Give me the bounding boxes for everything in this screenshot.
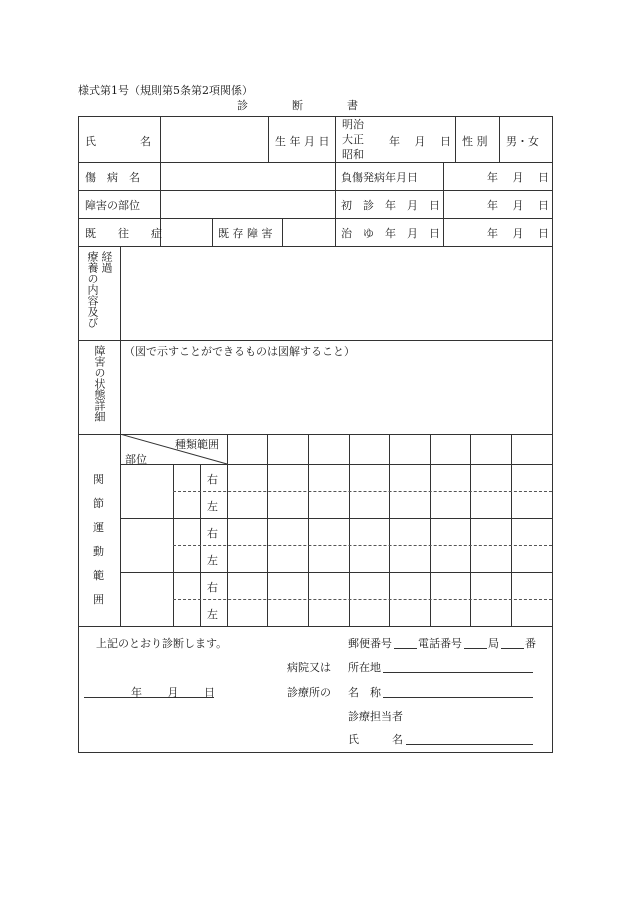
signer-name-label: 氏 名 bbox=[348, 733, 403, 746]
era-taisho: 大正 bbox=[342, 133, 364, 146]
first-visit-ymd[interactable]: 年 月 日 bbox=[487, 199, 549, 212]
phone-label: 電話番号 bbox=[418, 637, 462, 650]
disability-detail-label: 障害の状態詳細 bbox=[93, 345, 106, 422]
signer-name-field[interactable] bbox=[406, 729, 533, 743]
era-options[interactable] bbox=[342, 117, 364, 162]
form-number-header: 様式第1号（規則第5条第2項関係） bbox=[78, 84, 253, 97]
site-header: 部位 bbox=[125, 453, 147, 466]
diagnosis-date[interactable]: 年 月 日 bbox=[131, 686, 215, 699]
sex-value[interactable]: 男・女 bbox=[506, 135, 539, 148]
joint-site-field-2[interactable] bbox=[121, 519, 173, 571]
postal-code-label: 郵便番号 bbox=[348, 637, 392, 650]
side-right-2: 右 bbox=[207, 527, 218, 540]
era-meiji: 明治 bbox=[342, 118, 364, 131]
treatment-content-label: 療養の内容及び bbox=[86, 251, 99, 328]
phone-station-label: 局 bbox=[488, 637, 499, 650]
side-left-1: 左 bbox=[207, 500, 218, 513]
document-title: 診 断 書 bbox=[237, 99, 358, 112]
cure-date-ymd[interactable]: 年 月 日 bbox=[487, 227, 549, 240]
injury-site-label: 障害の部位 bbox=[85, 199, 140, 212]
name-label: 氏 名 bbox=[85, 135, 151, 148]
joint-range-label: 関節運動範囲 bbox=[93, 473, 104, 606]
cure-date-label: 治 ゆ 年 月 日 bbox=[341, 227, 440, 240]
course-label: 経過 bbox=[100, 251, 113, 273]
side-right-1: 右 bbox=[207, 473, 218, 486]
disability-detail-field[interactable] bbox=[121, 358, 551, 433]
clinic-label: 診療所の bbox=[287, 686, 331, 699]
name-field[interactable] bbox=[161, 117, 267, 161]
address-field[interactable] bbox=[383, 657, 533, 671]
side-left-2: 左 bbox=[207, 554, 218, 567]
first-visit-label: 初 診 年 月 日 bbox=[341, 199, 440, 212]
birth-date-ymd[interactable]: 年 月 日 bbox=[389, 135, 451, 148]
era-showa: 昭和 bbox=[342, 148, 364, 161]
joint-site-field-3[interactable] bbox=[121, 573, 173, 625]
medical-history-field[interactable] bbox=[161, 219, 211, 245]
facility-name-label: 名 称 bbox=[348, 686, 381, 699]
diagram-instruction-note: （図で示すことができるものは図解すること） bbox=[124, 345, 355, 358]
disease-name-field[interactable] bbox=[161, 163, 334, 189]
side-right-3: 右 bbox=[207, 581, 218, 594]
diagnosis-statement: 上記のとおり診断します。 bbox=[96, 637, 228, 650]
type-range-header: 種類範囲 bbox=[175, 438, 219, 451]
course-treatment-field[interactable] bbox=[121, 247, 551, 339]
phone-number-label: 番 bbox=[525, 637, 536, 650]
onset-date-ymd[interactable]: 年 月 日 bbox=[487, 171, 549, 184]
existing-disability-label: 既 存 障 害 bbox=[218, 227, 273, 240]
birth-date-label: 生 年 月 日 bbox=[275, 135, 330, 148]
facility-name-field[interactable] bbox=[383, 682, 533, 696]
sex-label: 性 別 bbox=[462, 135, 488, 148]
disease-name-label: 傷 病 名 bbox=[85, 171, 140, 184]
joint-site-field-1[interactable] bbox=[121, 465, 173, 517]
attending-doctor-label: 診療担当者 bbox=[348, 710, 403, 723]
existing-disability-field[interactable] bbox=[283, 219, 334, 245]
hospital-or-label: 病院又は bbox=[287, 661, 331, 674]
address-label: 所在地 bbox=[348, 661, 381, 674]
medical-history-label: 既 往 症 bbox=[85, 227, 162, 240]
onset-date-label: 負傷発病年月日 bbox=[341, 171, 418, 184]
injury-site-field[interactable] bbox=[161, 191, 334, 217]
side-left-3: 左 bbox=[207, 608, 218, 621]
